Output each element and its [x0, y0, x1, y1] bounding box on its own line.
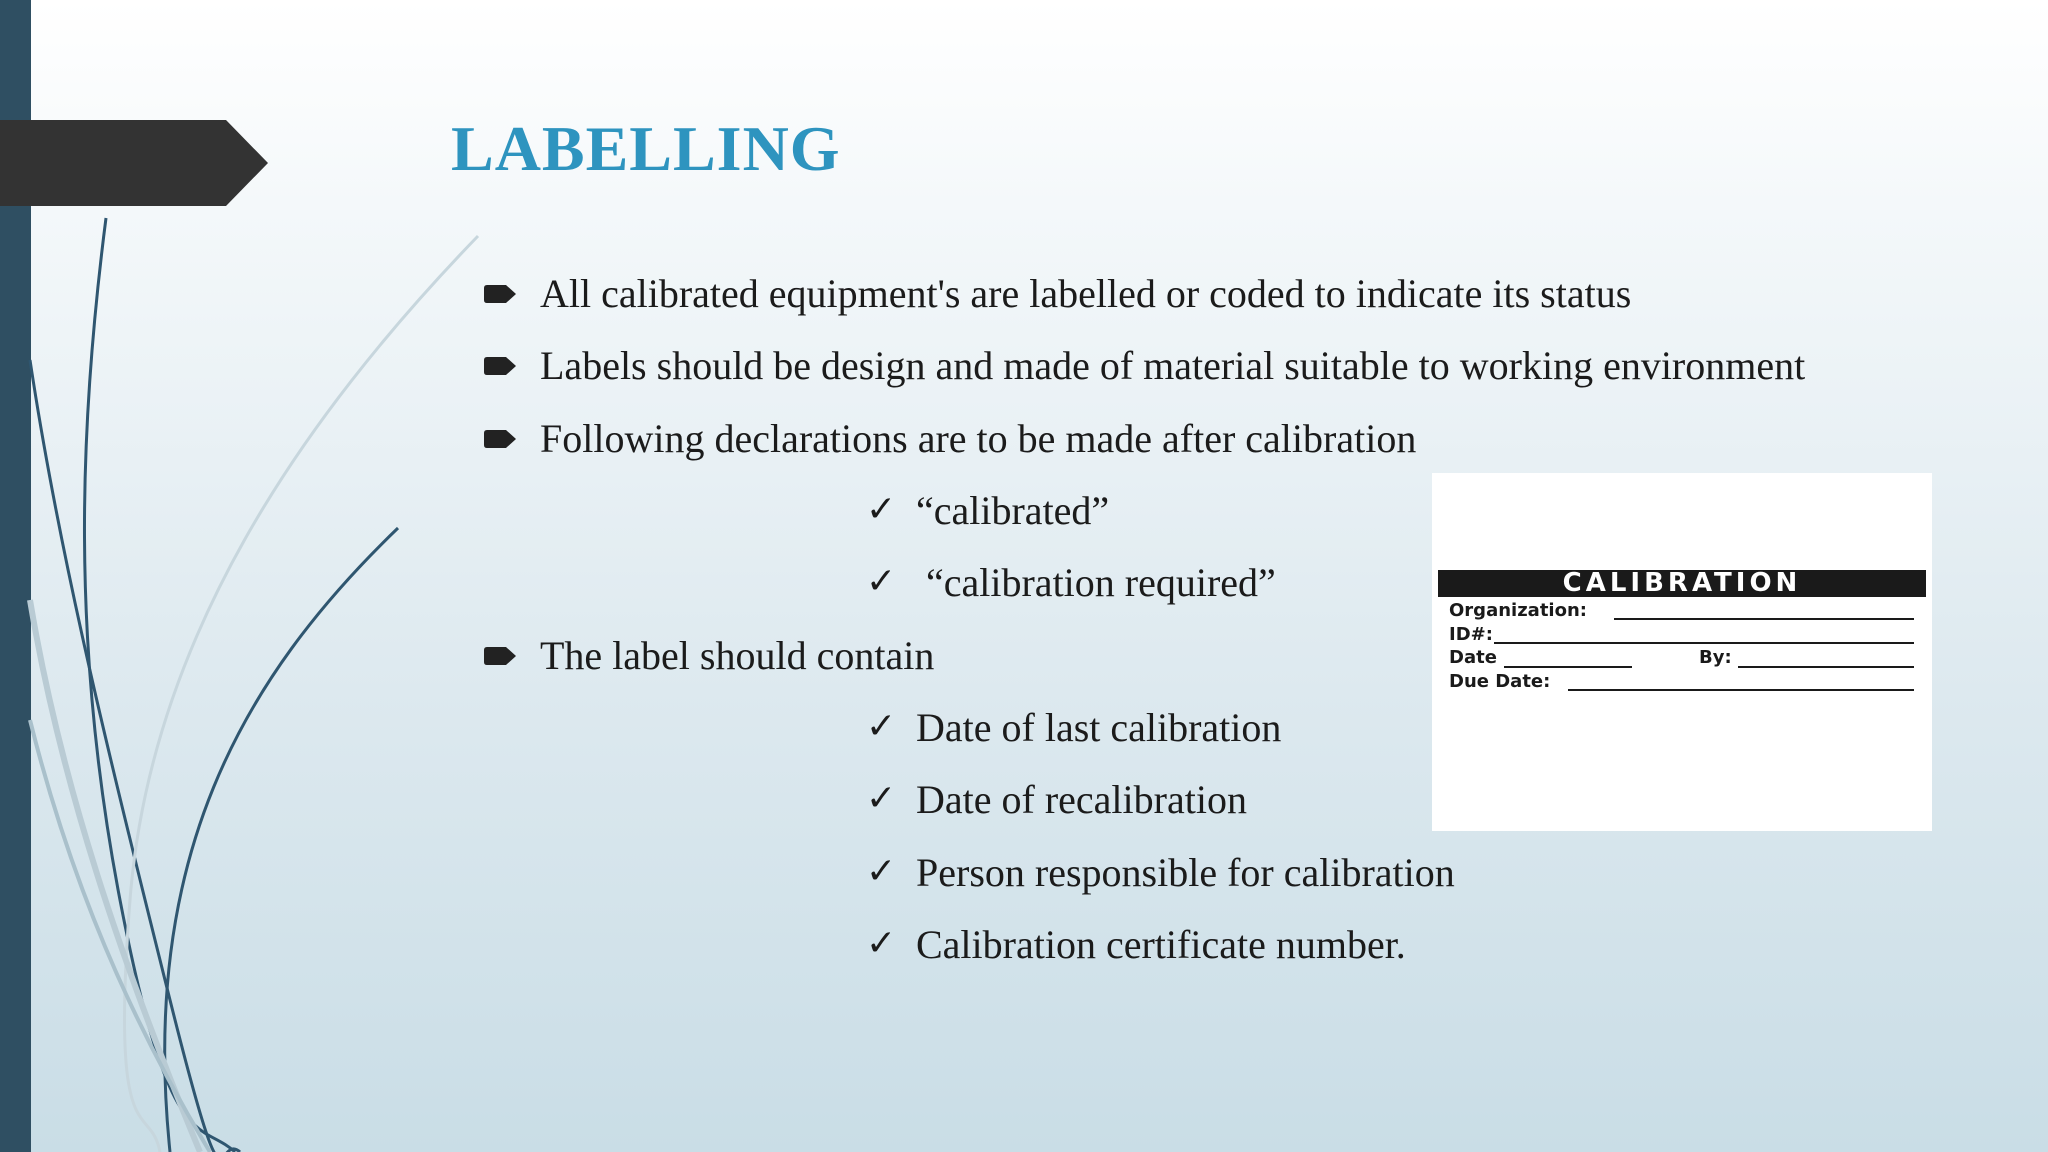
label-id: ID#:: [1449, 624, 1493, 645]
checkmark-icon: ✓: [866, 778, 897, 819]
label-date: Date: [1449, 647, 1497, 668]
label-due-date: Due Date:: [1449, 671, 1551, 692]
checkmark-icon: ✓: [866, 923, 897, 964]
calibration-label-image: [1432, 473, 1932, 831]
sub-item-text: Date of last calibration: [916, 705, 1282, 750]
date-rule: [1504, 666, 1632, 668]
checkmark-icon: ✓: [866, 561, 897, 602]
bullet-text: Following declarations are to be made after calibration: [540, 416, 1417, 461]
title-tab-arrow: [0, 120, 268, 206]
bullet-arrow-icon: [484, 409, 518, 469]
bullet-text: Labels should be design and made of material suitable to working environment: [540, 343, 1806, 388]
label-by: By:: [1699, 647, 1732, 668]
due-date-rule: [1568, 689, 1914, 691]
checkmark-icon: ✓: [866, 489, 897, 530]
organization-rule: [1614, 618, 1914, 620]
checkmark-icon: ✓: [866, 851, 897, 892]
sub-item-text: Date of recalibration: [916, 777, 1247, 822]
sub-item-text: “calibration required”: [916, 560, 1276, 605]
sub-item-text: Person responsible for calibration: [916, 850, 1455, 895]
bullet-arrow-icon: [484, 264, 518, 324]
slide-title: LABELLING: [451, 113, 841, 184]
sub-item-text: Calibration certificate number.: [916, 922, 1406, 967]
bullet-text: The label should contain: [540, 633, 935, 678]
checkmark-icon: ✓: [866, 706, 897, 747]
label-organization: Organization:: [1449, 600, 1587, 621]
id-rule: [1494, 642, 1914, 644]
calibration-label-header: CALIBRATION: [1438, 570, 1926, 597]
bullet-text: All calibrated equipment's are labelled or coded to indicate its status: [540, 271, 1632, 316]
by-rule: [1738, 666, 1914, 668]
sub-item-text: “calibrated”: [916, 488, 1110, 533]
bullet-arrow-icon: [484, 626, 518, 686]
bullet-arrow-icon: [484, 336, 518, 396]
